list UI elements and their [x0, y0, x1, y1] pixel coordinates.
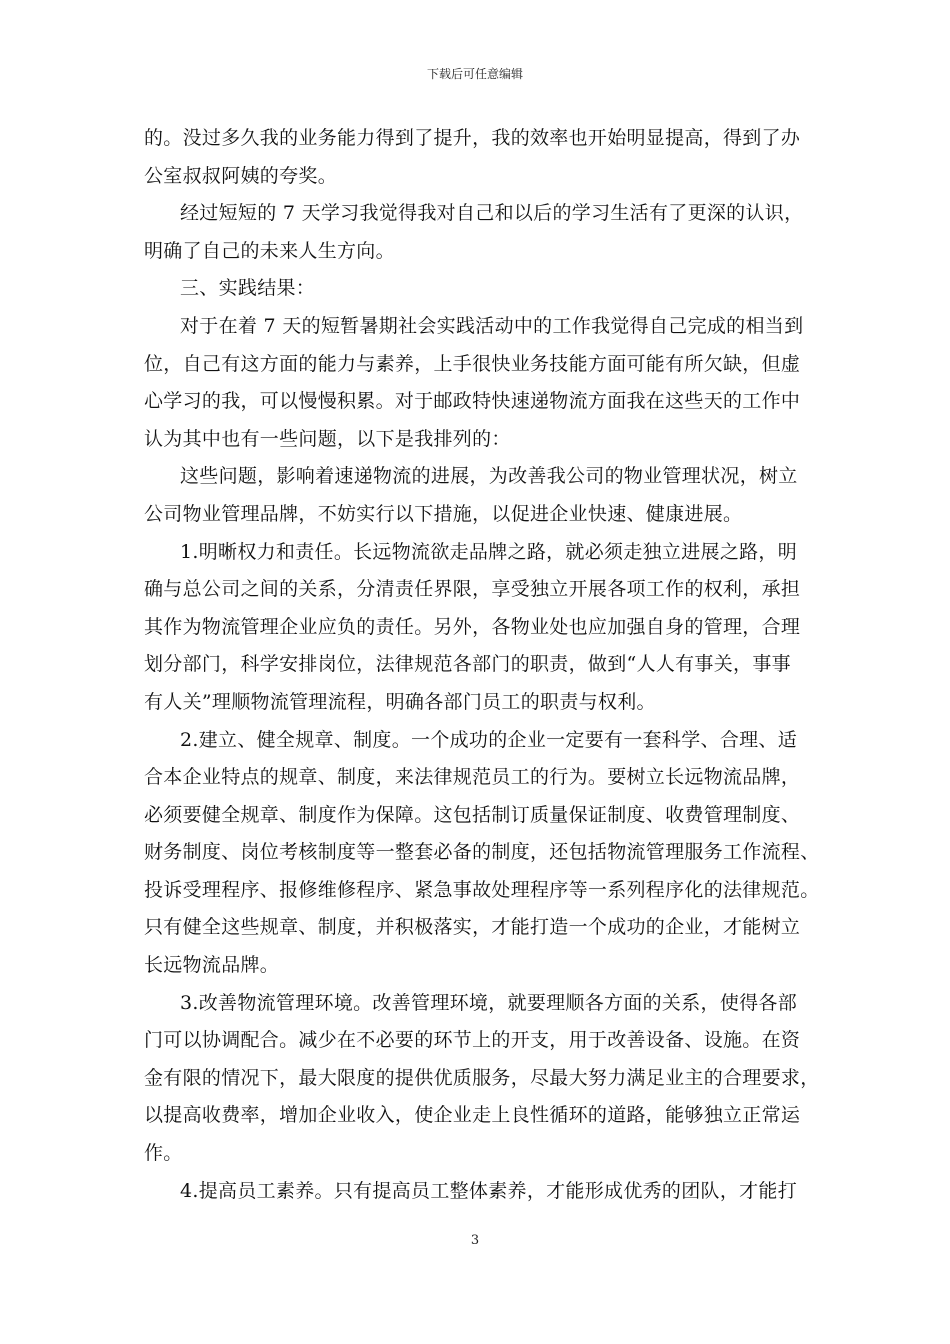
paragraph-8	[144, 985, 820, 1173]
text-line: 公司物业管理品牌，不妨实行以下措施，以促进企业快速、健康进展。	[144, 502, 743, 525]
text-line: 门可以协调配合。减少在不必要的环节上的开支，用于改善设备、设施。在资	[144, 1029, 801, 1052]
text-line: 认为其中也有一些问题，以下是我排列的：	[144, 427, 511, 450]
text-line: 1.明晰权力和责任。长远物流欲走品牌之路，就必须走独立进展之路，明	[180, 540, 798, 563]
text-line: 只有健全这些规章、制度，并积极落实，才能打造一个成功的企业，才能树立	[144, 916, 801, 939]
page-header: 下载后可任意编辑	[426, 67, 523, 81]
paragraph-9	[144, 1173, 808, 1211]
text-line: 公室叔叔阿姨的夸奖。	[144, 164, 338, 187]
text-line: 合本企业特点的规章、制度，来法律规范员工的行为。要树立长远物流品牌，	[144, 766, 801, 789]
text-line: 位，自己有这方面的能力与素养，上手很快业务技能方面可能有所欠缺，但虚	[144, 352, 801, 375]
text-line: 3.改善物流管理环境。改善管理环境，就要理顺各方面的关系，使得各部	[180, 991, 798, 1014]
text-line: 4.提高员工素养。只有提高员工整体素养，才能形成优秀的团队，才能打	[180, 1179, 798, 1202]
text-line: 长远物流品牌。	[144, 954, 280, 977]
text-line: 心学习的我，可以慢慢积累。对于邮政特快速递物流方面我在这些天的工作中	[144, 390, 801, 413]
text-line: 金有限的情况下，最大限度的提供优质服务，尽最大努力满足业主的合理要求，	[144, 1066, 820, 1089]
text-line: 投诉受理程序、报修维修程序、紧急事故处理程序等一系列程序化的法律规范。	[144, 878, 820, 901]
paragraph-6	[144, 534, 808, 722]
text-line: 这些问题，影响着速递物流的进展，为改善我公司的物业管理状况，树立	[180, 465, 798, 488]
document-body	[144, 120, 820, 1210]
text-line: 三、实践结果：	[180, 277, 316, 300]
paragraph-2	[144, 195, 808, 270]
text-line: 其作为物流管理企业应负的责任。另外，各物业处也应加强自身的管理，合理	[144, 615, 801, 638]
text-line: 明确了自己的未来人生方向。	[144, 239, 395, 262]
text-line: 划分部门，科学安排岗位，法律规范各部门的职责，做到“人人有事关，事事	[144, 653, 791, 676]
paragraph-7	[144, 722, 820, 985]
section-heading	[144, 270, 808, 308]
paragraph-1	[144, 120, 808, 195]
text-line: 确与总公司之间的关系，分清责任界限，享受独立开展各项工作的权利，承担	[144, 578, 801, 601]
page-number: 3	[470, 1233, 480, 1248]
paragraph-5	[144, 458, 808, 533]
text-line: 2.建立、健全规章、制度。一个成功的企业一定要有一套科学、合理、适	[180, 728, 798, 751]
text-line: 经过短短的 7 天学习我觉得我对自己和以后的学习生活有了更深的认识，	[180, 202, 804, 225]
text-line: 的。没过多久我的业务能力得到了提升，我的效率也开始明显提高，得到了办	[144, 127, 801, 149]
text-line: 必须要健全规章、制度作为保障。这包括制订质量保证制度、收费管理制度、	[144, 803, 801, 826]
text-line: 有人关”理顺物流管理流程，明确各部门员工的职责与权利。	[144, 690, 656, 713]
paragraph-4	[144, 308, 808, 458]
text-line: 作。	[144, 1142, 183, 1165]
text-line: 财务制度、岗位考核制度等一整套必备的制度，还包括物流管理服务工作流程、	[144, 841, 820, 864]
text-line: 对于在着 7 天的短暂暑期社会实践活动中的工作我觉得自己完成的相当到	[180, 314, 804, 337]
text-line: 以提高收费率，增加企业收入，使企业走上良性循环的道路，能够独立正常运	[144, 1104, 801, 1127]
